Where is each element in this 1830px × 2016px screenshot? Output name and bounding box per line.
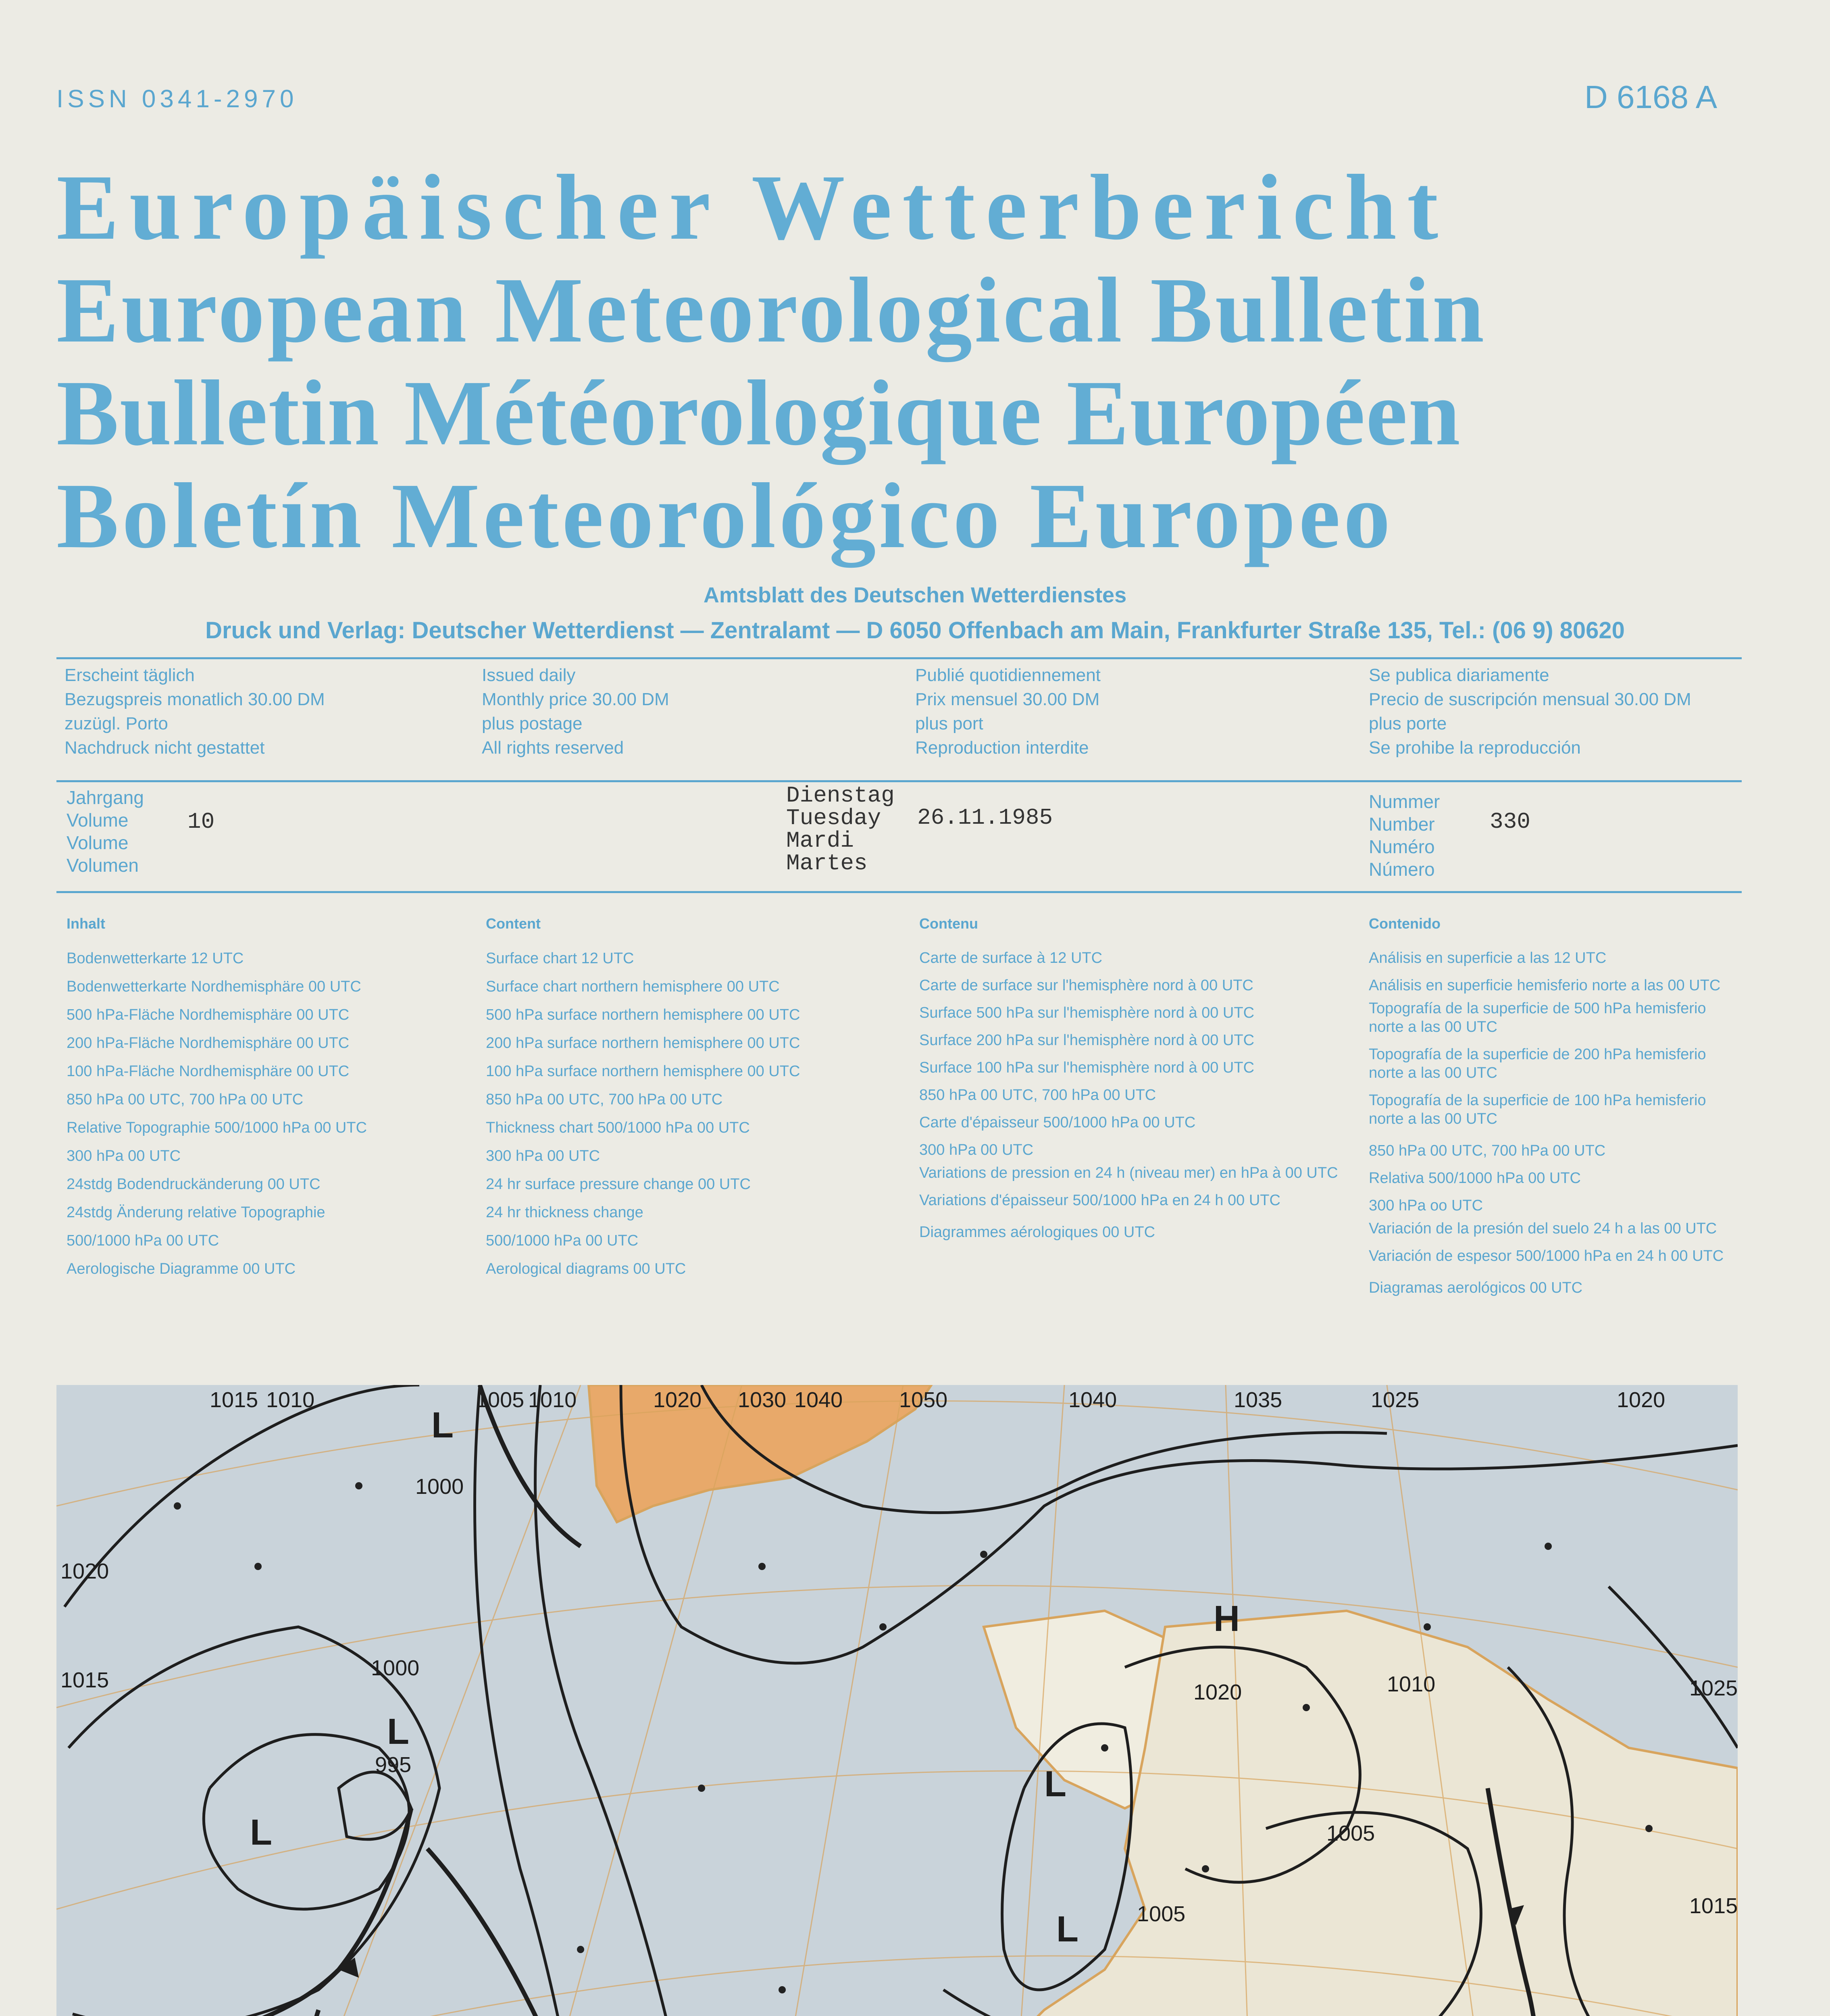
subscription-spanish: Se publica diariamente Precio de suscripción mensual 30.00 DM plus porte Se prohibe la reproducción (1369, 665, 1691, 758)
volume-labels: Jahrgang Volume Volume Volumen (67, 787, 144, 876)
subscription-french: Publié quotidiennement Prix mensuel 30.00 DM plus port Reproduction interdite (915, 665, 1101, 758)
pressure-label: 1020 (1193, 1680, 1242, 1704)
isobar-label: 1020 (1617, 1388, 1666, 1412)
pressure-label: 1000 (415, 1475, 464, 1499)
title-spanish: Boletín Meteorológico Europeo (56, 464, 1394, 568)
pressure-label: 1000 (371, 1656, 420, 1680)
divider (56, 891, 1742, 893)
title-german: Europäischer Wetterbericht (56, 156, 1449, 259)
isobar-label: 1010 (266, 1388, 315, 1412)
isobar-labels (210, 1388, 1665, 1412)
high-center: H (1214, 1599, 1240, 1639)
pressure-label: 995 (375, 1753, 412, 1777)
volume-number: 10 (187, 809, 215, 835)
contents-english: Content Surface chart 12 UTC Surface chart northern hemisphere 00 UTC 500 hPa surface northern hemisphere 00 UTC 200 hPa surface northern hemisphere 00 UTC 100 hPa surface northern hemisphere 00 UTC 850 hPa 00 UTC, 700 hPa 00 UTC Thickness chart 500/1000 hPa 00 UTC 300 hPa 00 UTC 24 hr surface pressure change 00 UTC 24 hr thickness change 500/1000 hPa 00 UTC Aerological diagrams 00 UTC (486, 915, 800, 1277)
isobar-label: 1040 (794, 1388, 843, 1412)
pressure-label: 1025 (1689, 1676, 1738, 1700)
surface-weather-map (56, 1385, 1738, 2016)
pressure-label: 1015 (1689, 1894, 1738, 1918)
subscription-german: Erscheint täglich Bezugspreis monatlich 30.00 DM zuzügl. Porto Nachdruck nicht gestattet (65, 665, 325, 758)
low-center: L (387, 1712, 409, 1752)
low-center: L (1044, 1764, 1066, 1804)
isobar-label: 1005 (476, 1388, 525, 1412)
pressure-label: 1010 (1387, 1672, 1436, 1696)
divider (56, 657, 1742, 659)
contents-french: Contenu Carte de surface à 12 UTC Carte de surface sur l'hemisphère nord à 00 UTC Surface 500 hPa sur l'hemisphère nord à 00 UTC Surface 200 hPa sur l'hemisphère nord à 00 UTC Surface 100 hPa sur l'hemisphère nord à 00 UTC 850 hPa 00 UTC, 700 hPa 00 UTC Carte d'épaisseur 500/1000 hPa 00 UTC 300 hPa 00 UTC Variations de pression en 24 h (niveau mer) en hPa à 00 UTC Variations d'épaisseur 500/1000 hPa en 24 h 00 UTC Diagrammes aérologiques 00 UTC (919, 915, 1338, 1241)
low-center: L (1056, 1909, 1078, 1949)
document-id: D 6168 A (1584, 79, 1718, 115)
isobar-label: 1010 (528, 1388, 577, 1412)
pressure-label: 1005 (1326, 1821, 1375, 1845)
pressure-label: 1020 (60, 1559, 109, 1583)
publisher-line: Druck und Verlag: Deutscher Wetterdienst — Zentralamt — D 6050 Offenbach am Main, Frankfurter Straße 135, Tel.: (06 9) 80620 (205, 617, 1625, 644)
title-english: European Meteorological Bulletin (56, 258, 1487, 362)
weather-map-graphic (56, 1385, 1738, 2016)
isobar-label: 1025 (1371, 1388, 1420, 1412)
official-gazette: Amtsblatt des Deutschen Wetterdienstes (703, 583, 1127, 607)
low-center: L (431, 1405, 454, 1445)
weekday-labels: Dienstag Tuesday Mardi Martes (786, 783, 895, 876)
isobar-label: 1035 (1234, 1388, 1282, 1412)
title-french: Bulletin Météorologique Européen (56, 361, 1461, 465)
issue-date: 26.11.1985 (917, 805, 1053, 831)
contents-german: Inhalt Bodenwetterkarte 12 UTC Bodenwetterkarte Nordhemisphäre 00 UTC 500 hPa-Fläche Nordhemisphäre 00 UTC 200 hPa-Fläche Nordhemisphäre 00 UTC 100 hPa-Fläche Nordhemisphäre 00 UTC 850 hPa 00 UTC, 700 hPa 00 UTC Relative Topographie 500/1000 hPa 00 UTC 300 hPa 00 UTC 24stdg Bodendruckänderung 00 UTC 24stdg Änderung relative Topographie 500/1000 hPa 00 UTC Aerologische Diagramme 00 UTC (67, 915, 367, 1277)
isobar-label: 1015 (210, 1388, 258, 1412)
isobar-label: 1030 (738, 1388, 787, 1412)
pressure-label: 1005 (1137, 1902, 1186, 1926)
subscription-english: Issued daily Monthly price 30.00 DM plus postage All rights reserved (482, 665, 669, 758)
isobar-label: 1040 (1068, 1388, 1117, 1412)
pressure-label: 1015 (60, 1668, 109, 1692)
number-labels: Nummer Number Numéro Número (1369, 791, 1440, 880)
isobar-label: 1050 (899, 1388, 948, 1412)
contents-spanish: Contenido Análisis en superficie a las 12 UTC Análisis en superficie hemisferio norte a las 00 UTC Topografía de la superficie de 500 hPa hemisferio norte a las 00 UTC Topografía de la superficie de 200 hPa hemisferio norte a las 00 UTC Topografía de la superficie de 100 hPa hemisferio norte a las 00 UTC 850 hPa 00 UTC, 700 hPa 00 UTC Relativa 500/1000 hPa 00 UTC 300 hPa oo UTC Variación de la presión del suelo 24 h a las 00 UTC Variación de espesor 500/1000 hPa en 24 h 00 UTC Diagramas aerológicos 00 UTC (1369, 915, 1724, 1296)
issn: ISSN 0341-2970 (56, 85, 298, 113)
low-center: L (250, 1812, 272, 1853)
issue-number: 330 (1490, 809, 1530, 835)
isobar-label: 1020 (653, 1388, 702, 1412)
divider (56, 780, 1742, 782)
